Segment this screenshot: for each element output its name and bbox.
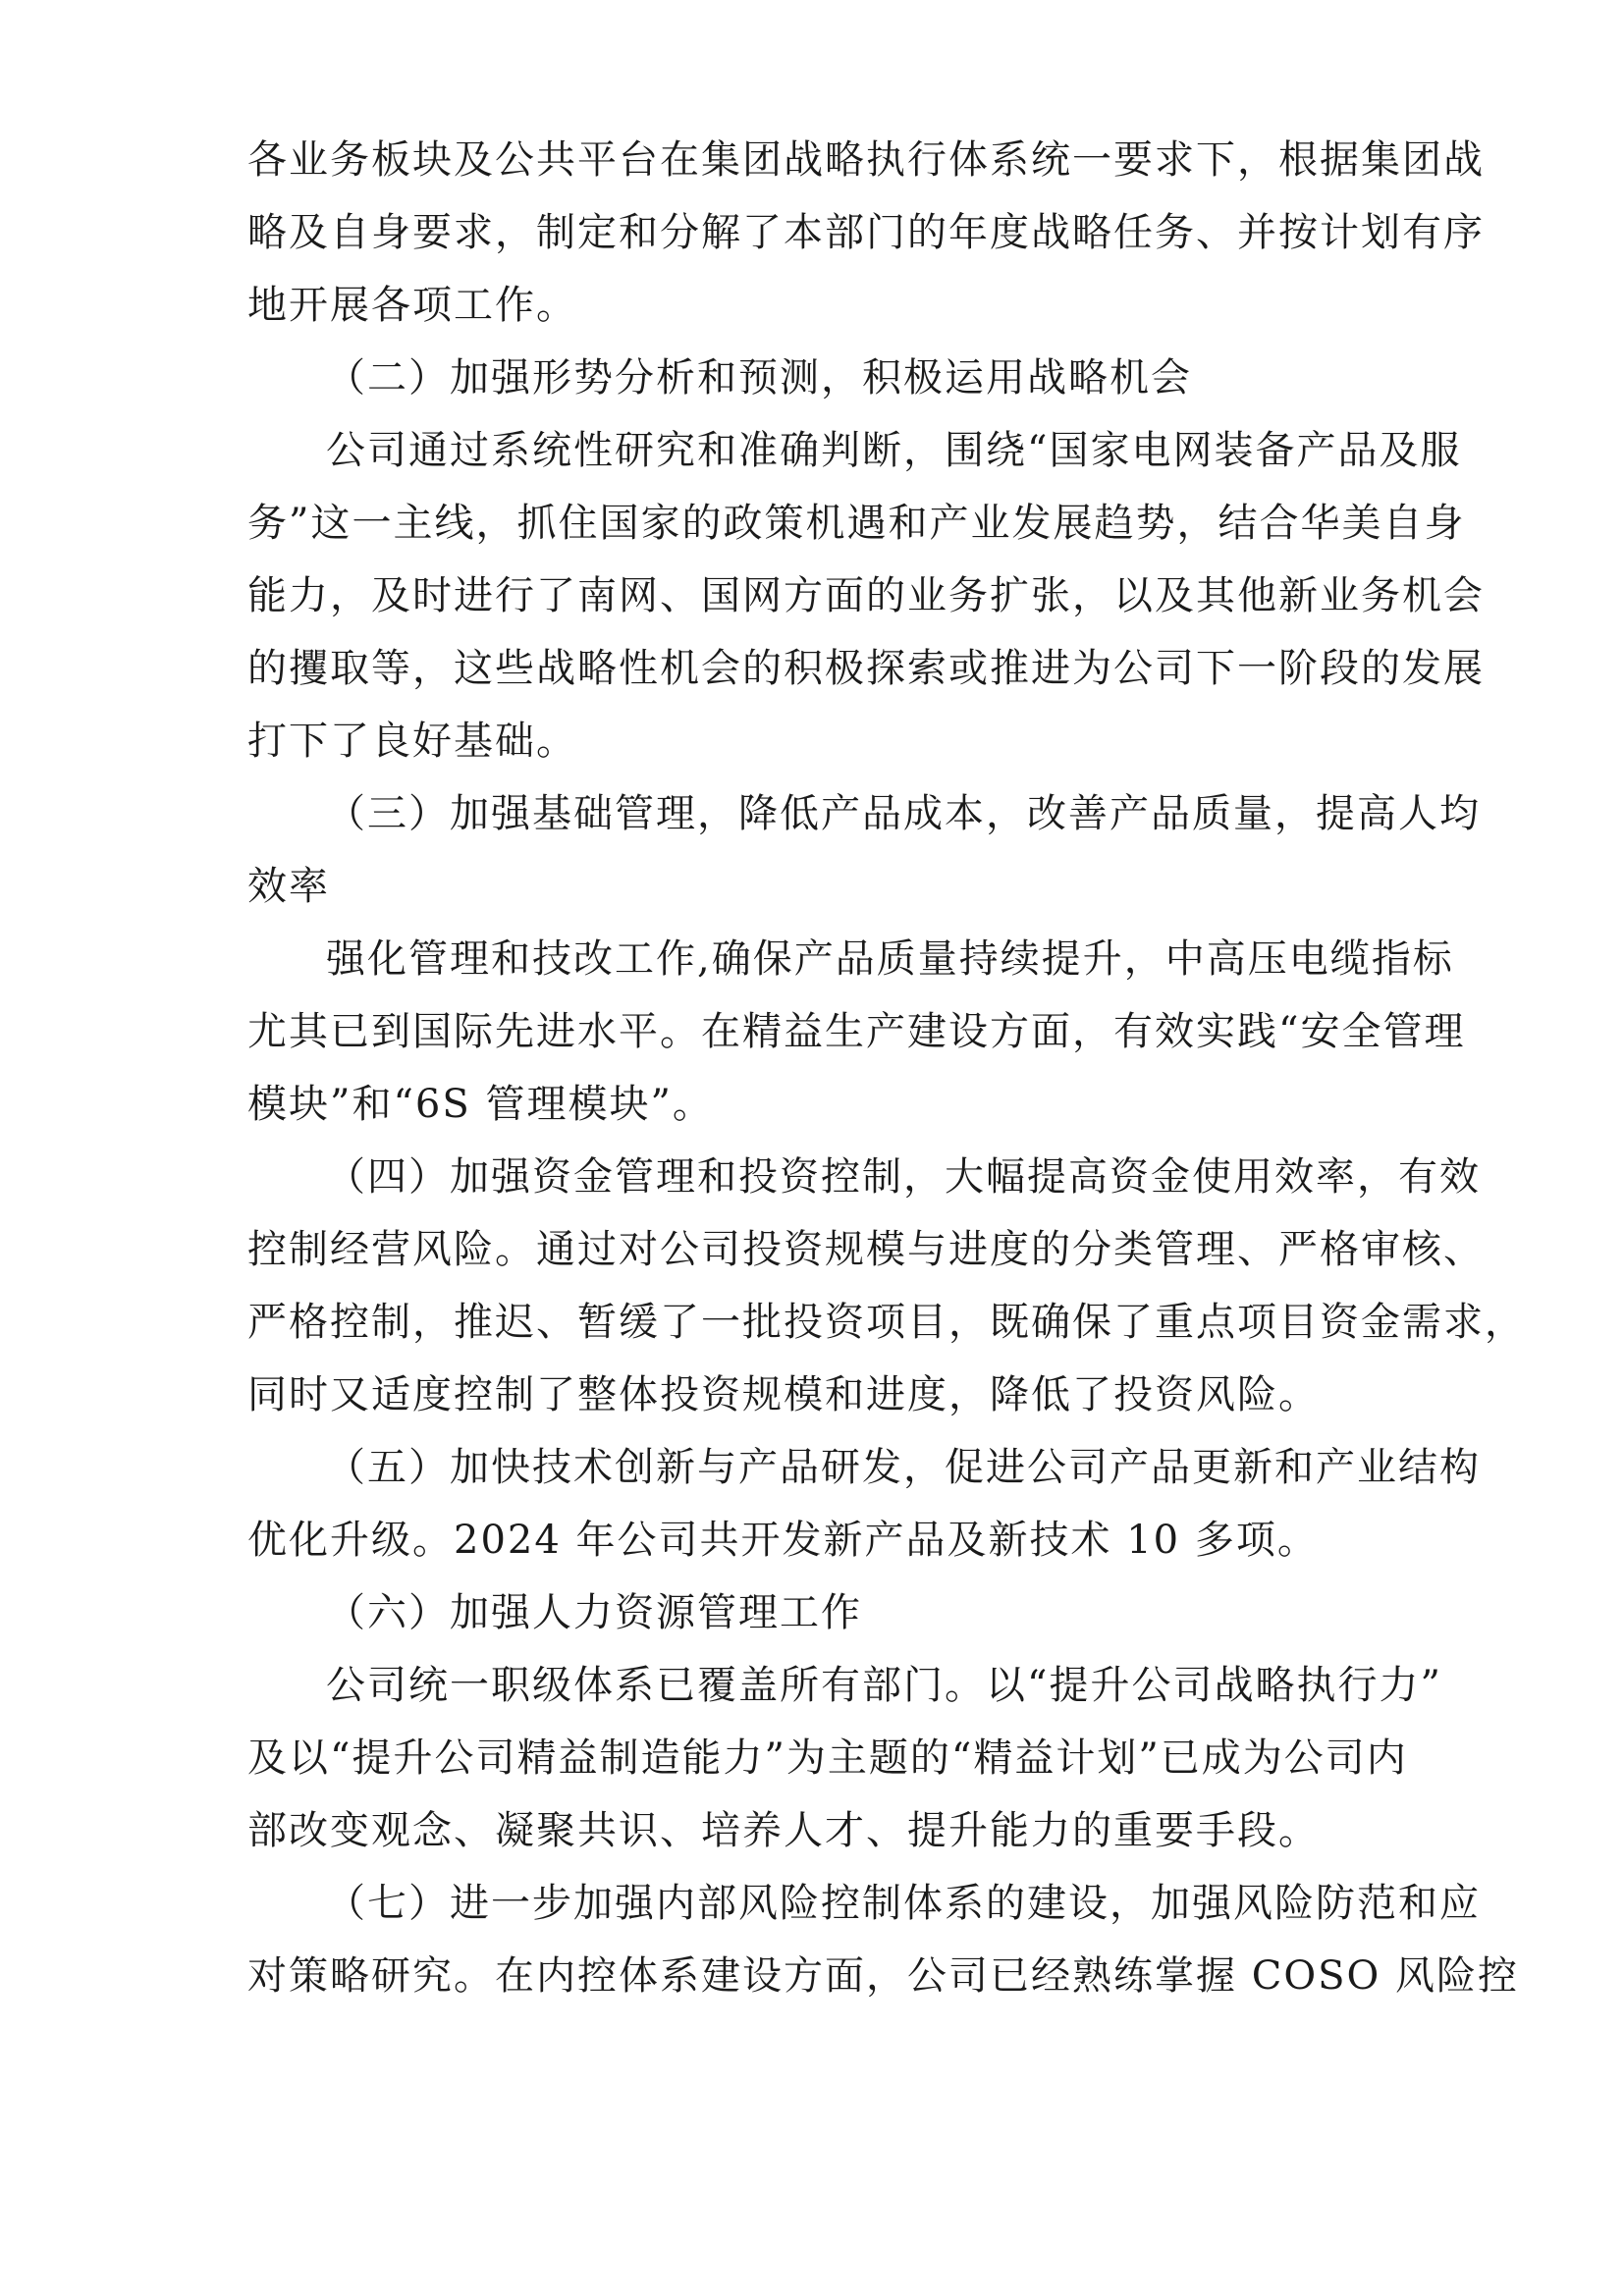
text-line: 打下了良好基础。 [247, 719, 577, 764]
text-line: 部改变观念、凝聚共识、培养人才、提升能力的重要手段。 [247, 1808, 1320, 1853]
text-line: 对策略研究。在内控体系建设方面，公司已经熟练掌握 COSO 风险控 [247, 1953, 1520, 1999]
section-heading: （四）加强资金管理和投资控制，大幅提高资金使用效率，有效 [326, 1154, 1481, 1200]
text-line: 务”这一主线，抓住国家的政策机遇和产业发展趋势，结合华美自身 [247, 501, 1466, 546]
text-line: 控制经营风险。通过对公司投资规模与进度的分类管理、严格审核、 [247, 1227, 1485, 1272]
section-heading: （五）加快技术创新与产品研发，促进公司产品更新和产业结构 [326, 1445, 1481, 1490]
text-line: 优化升级。2024 年公司共开发新产品及新技术 10 多项。 [247, 1518, 1319, 1563]
text-line: 尤其已到国际先进水平。在精益生产建设方面，有效实践“安全管理 [247, 1009, 1466, 1054]
section-heading: （七）进一步加强内部风险控制体系的建设，加强风险防范和应 [326, 1881, 1481, 1926]
section-heading: （二）加强形势分析和预测，积极运用战略机会 [326, 355, 1192, 400]
text-line: 模块”和“6S 管理模块”。 [247, 1082, 714, 1127]
section-heading: （六）加强人力资源管理工作 [326, 1590, 862, 1635]
text-line: 的攫取等，这些战略性机会的积极探索或推进为公司下一阶段的发展 [247, 646, 1485, 691]
text-line: 地开展各项工作。 [247, 283, 577, 328]
text-line: 严格控制，推迟、暂缓了一批投资项目，既确保了重点项目资金需求， [247, 1300, 1526, 1345]
text-line: 略及自身要求，制定和分解了本部门的年度战略任务、并按计划有序 [247, 210, 1485, 255]
text-line: 公司通过系统性研究和准确判断，围绕“国家电网装备产品及服 [326, 428, 1462, 473]
text-line: 能力，及时进行了南网、国网方面的业务扩张，以及其他新业务机会 [247, 573, 1485, 618]
text-line: 公司统一职级体系已覆盖所有部门。以“提升公司战略执行力” [326, 1663, 1442, 1708]
section-heading-continued: 效率 [247, 864, 330, 909]
text-line: 各业务板块及公共平台在集团战略执行体系统一要求下，根据集团战 [247, 137, 1485, 183]
text-line: 同时又适度控制了整体投资规模和进度，降低了投资风险。 [247, 1372, 1320, 1417]
section-heading: （三）加强基础管理，降低产品成本，改善产品质量，提高人均 [326, 791, 1481, 836]
text-line: 及以“提升公司精益制造能力”为主题的“精益计划”已成为公司内 [247, 1735, 1408, 1781]
text-line: 强化管理和技改工作,确保产品质量持续提升，中高压电缆指标 [326, 936, 1454, 982]
